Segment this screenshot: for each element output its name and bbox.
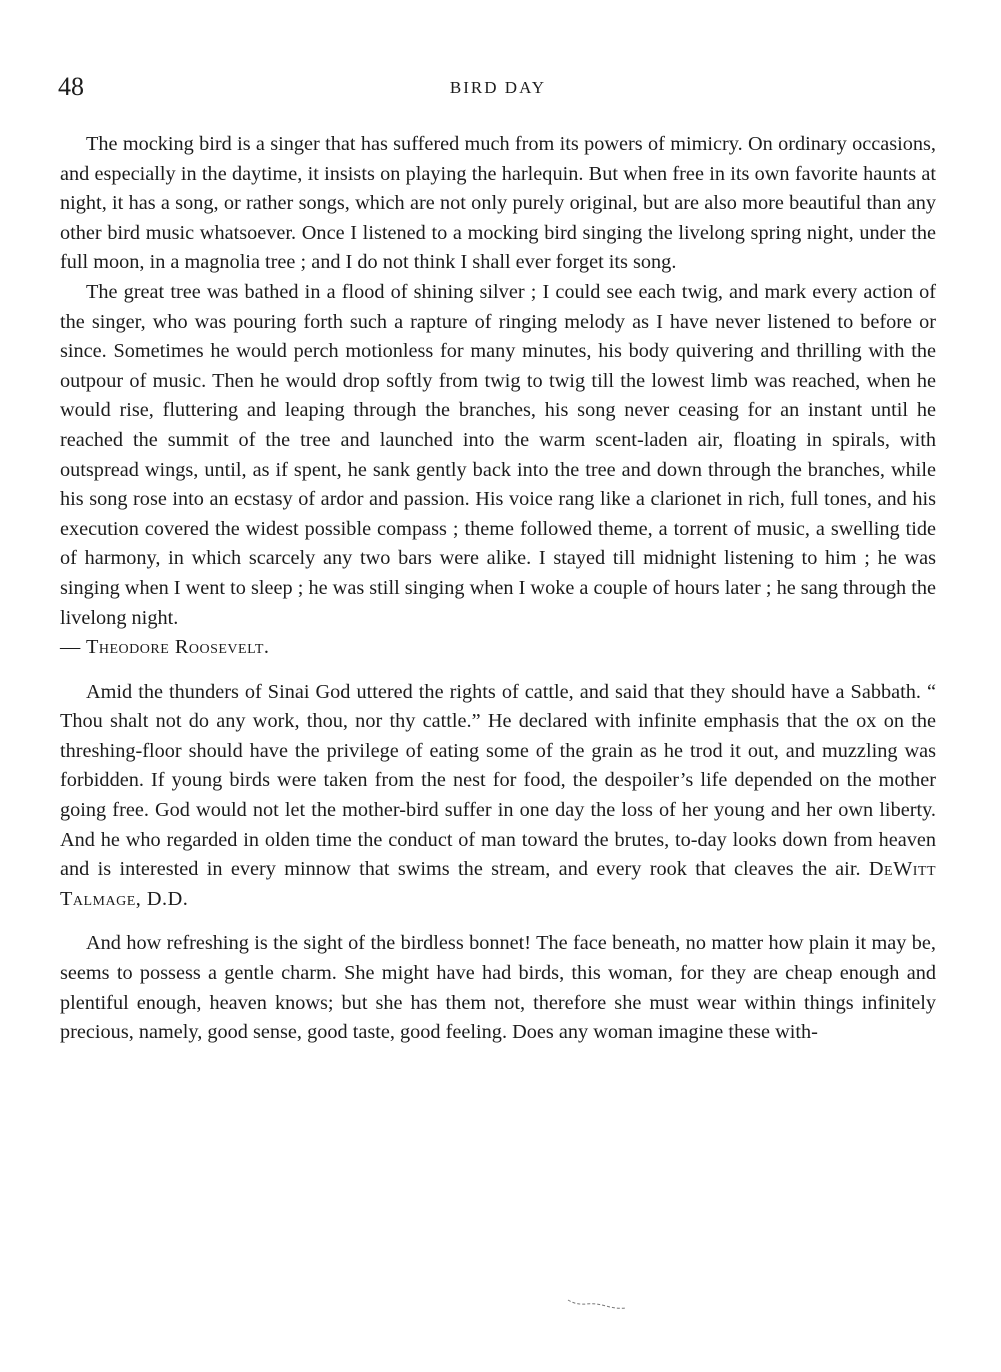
paragraph-mocking-bird-song <box>60 278 936 663</box>
paragraph-text: Amid the thunders of Sinai God uttered the rights of cattle, and said that they should have a Sabbath. “ Thou shalt not do any work, thou, nor thy cattle.” He declared with infinite emphasis that the ox on the threshing-floor should have the privilege of eating some of the grain as he trod it out, and muzzling was forbidden. If young birds were taken from the nest for food, the despoiler’s life depended on the mother going free. God would not let the mother-bird suffer in one day the loss of her young and her own liberty. And he who regarded in olden time the conduct of man toward the brutes, to-day looks down from heaven and is interested in every minnow that swims the stream, and every rook that cleaves the air. <box>60 680 936 881</box>
ink-flourish <box>566 1296 628 1310</box>
paragraph-text: And how refreshing is the sight of the birdless bonnet! The face beneath, no matter how plain it may be, seems to possess a gentle charm. She might have had birds, this woman, for they are cheap enough and plentiful enough, heaven knows; but she has them not, therefore she must wear within things infinitely precious, namely, good sense, good taste, good feeling. Does any woman imagine these with- <box>60 932 936 1044</box>
attribution-talmage: DeWitt Talmage, D.D. <box>60 858 936 910</box>
body-text <box>60 130 936 1048</box>
paragraph-birdless-bonnet <box>60 929 936 1047</box>
attribution-roosevelt: — Theodore Roosevelt. <box>60 636 270 659</box>
page-header <box>58 72 938 108</box>
paragraph-text: The mocking bird is a singer that has suffered much from its powers of mimicry. On ordinary occasions, and especially in the daytime, it insists on playing the harlequin. But when free in its own favorite haunts at night, it has a song, or rather songs, which are not only purely original, but are also more beautiful than any other bird music whatsoever. Once I listened to a mocking bird singing the livelong spring night, under the full moon, in a magnolia tree ; and I do not think I shall ever forget its song. <box>60 133 936 274</box>
page-number: 48 <box>58 72 84 101</box>
paragraph-text: The great tree was bathed in a flood of shining silver ; I could see each twig, and mark every action of the singer, who was pouring forth such a rapture of ringing melody as I have never listened to before or since. Sometimes he would perch motionless for many minutes, his body quivering and thrilling with the outpour of music. Then he would drop softly from twig to twig till the lowest limb was reached, when he would rise, fluttering and leaping through the branches, his song never ceasing for an instant until he reached the summit of the tree and launched into the warm scent-laden air, floating in spirals, with outspread wings, until, as if spent, he sank gently back into the tree and down through the branches, while his song rose into an ecstasy of ardor and passion. His voice rang like a clarionet in rich, full tones, and his execution covered the widest possible compass ; theme followed theme, a torrent of music, a swelling tide of harmony, in which scarcely any two bars were alike. I stayed till midnight listening to him ; he was singing when I went to sleep ; he was still singing when I woke a couple of hours later ; he sang through the livelong night. <box>60 280 936 629</box>
paragraph-mocking-bird-intro <box>60 130 936 278</box>
paragraph-sinai <box>60 678 936 915</box>
running-head: BIRD DAY <box>449 78 547 97</box>
